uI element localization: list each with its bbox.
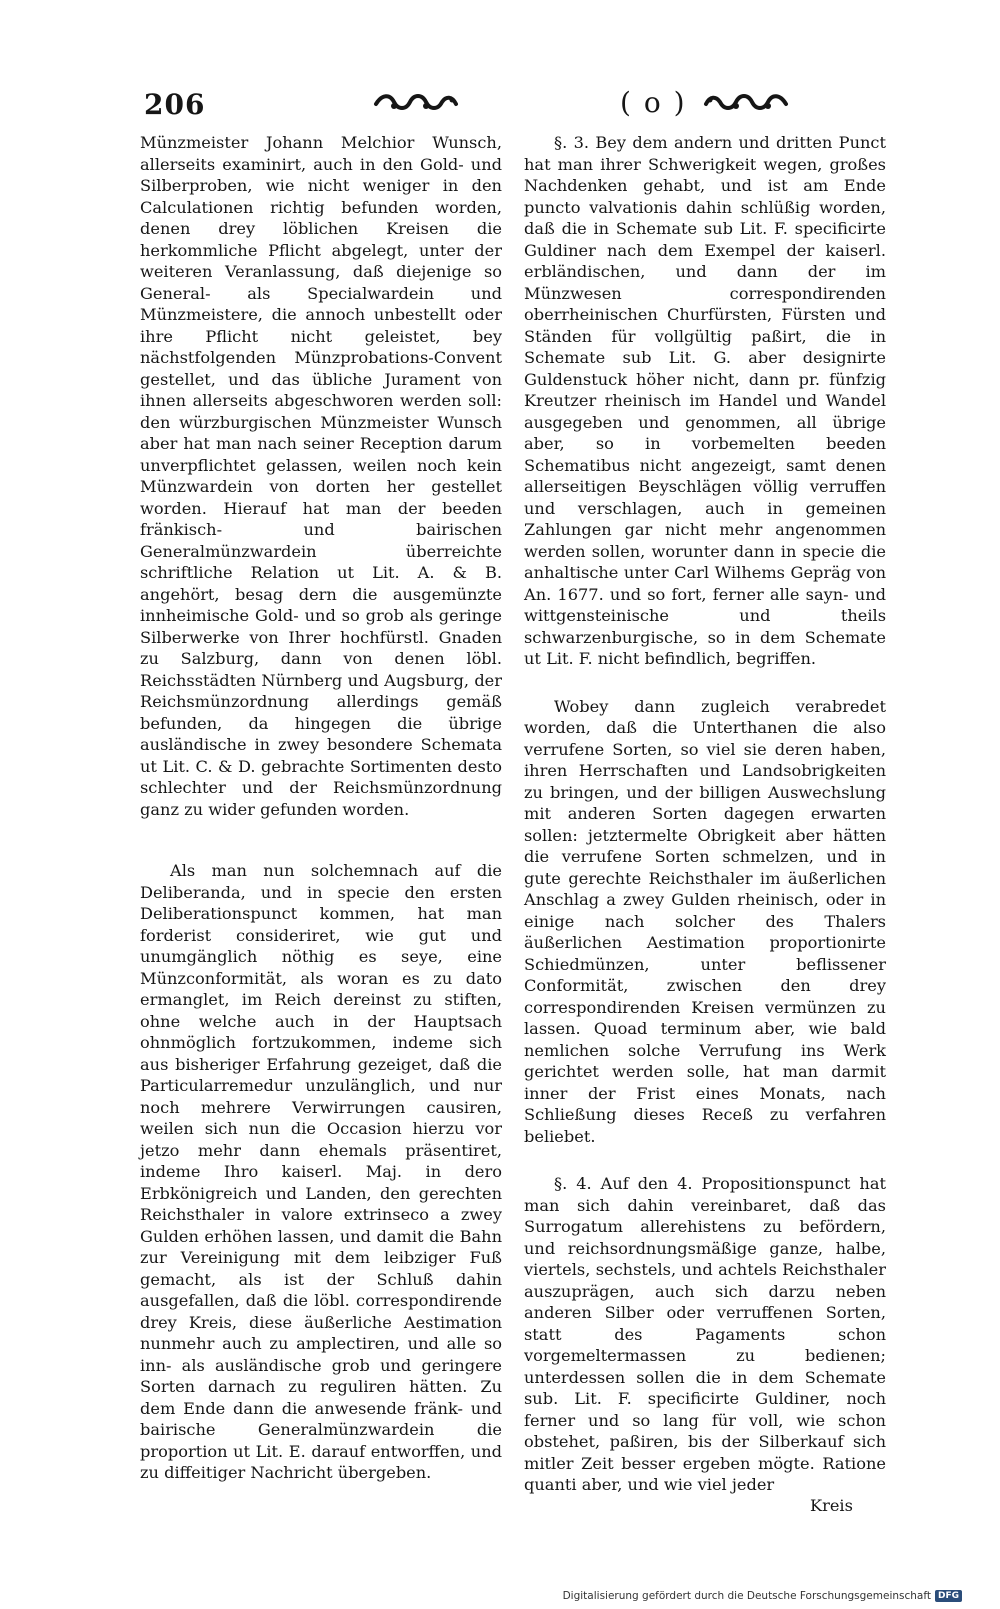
- right-column: [524, 132, 886, 1496]
- page-header: [140, 86, 880, 130]
- left-column: [140, 132, 502, 1484]
- page-number: 206: [144, 88, 206, 121]
- catch-word: Kreis: [810, 1496, 853, 1515]
- ornament-left-icon: [372, 92, 460, 116]
- digitization-footer: [563, 1590, 962, 1602]
- dfg-logo-icon: DFG: [935, 1590, 962, 1602]
- paragraph: Münzmeister Johann Melchior Wunsch, allerseits examinirt, auch in den Gold- und Silberproben, wie nicht weniger in den Calculationen richtig befunden worden, denen drey löblichen Kreisen die herkommliche Pflicht abgelegt, unter der weiteren Veranlassung, daß diejenige so General- als Specialwardein und Münzmeistere, die annoch unbestellt oder ihre Pflicht nicht geleistet, bey nächstfolgenden Münzprobations-Convent gestellet, und das übliche Jurament von ihnen allerseits abgeschworen werden soll: den würzburgischen Münzmeister Wunsch aber hat man nach seiner Reception darum unverpflichtet gelassen, weilen noch kein Münzwardein von dorten her gestellet worden. Hierauf hat man der beeden fränkisch- und bairischen Generalmünzwardein überreichte schriftliche Relation ut Lit. A. & B. angehört, besag dern die ausgemünzte innheimische Gold- und so grob als geringe Silberwerke von Ihrer hochfürstl. Gnaden zu Salzburg, dann von denen löbl. Reichsstädten Nürnberg und Augsburg, der Reichsmünzordnung allerdings gemäß befunden, da hingegen die übrige ausländische in zwey besondere Schemata ut Lit. C. & D. gebrachte Sortimenten desto schlechter und der Reichsmünzordnung ganz zu wider gefunden worden.: [140, 133, 502, 819]
- ornament-right-icon: [702, 92, 790, 116]
- paragraph: §. 4. Auf den 4. Propositionspunct hat man sich dahin vereinbaret, daß das Surrogatum allerehistens zu befördern, und reichsordnungsmäßige ganze, halbe, viertels, sechstels, und achtels Reichsthaler auszuprägen, auch sich darzu neben anderen Silber oder verruffenen Sorten, statt des Pagaments schon vorgemeltermassen zu bedienen; unterdessen sollen die in dem Schemate sub. Lit. F. specificirte Guldiner, noch ferner und so lang für voll, wie schon obstehet, paßiren, bis der Silberkauf sich mitler Zeit besser ergeben mögte. Ratione quanti aber, und wie viel jeder: [524, 1174, 886, 1494]
- paragraph: Als man nun solchemnach auf die Deliberanda, und in specie den ersten Deliberationspunct kommen, hat man forderist consideriret, wie gut und unumgänglich nöthig es seye, eine Münzconformität, als woran es zu dato ermanglet, im Reich dereinst zu stiften, ohne welche auch in der Hauptsach ohnmöglich fortzukommen, indeme sich aus bisheriger Erfahrung gezeiget, daß die Particularremedur unzulänglich, und nur noch mehrere Verwirrungen causiren, weilen sich nun die Occasion hierzu vor jetzo mehr dann ehemals präsentiret, indeme Ihro kaiserl. Maj. in dero Erbkönigreich und Landen, den gerechten Reichsthaler in valore extrinseco a zwey Gulden erhöhen lassen, und damit die Bahn zur Vereinigung mit dem leibziger Fuß gemacht, als ist der Schluß dahin ausgefallen, daß die löbl. correspondirende drey Kreis, diese äußerliche Aestimation nunmehr auch zu amplectiren, und alle so inn- als ausländische grob und geringere Sorten darnach zu reguliren hätten. Zu dem Ende dann die anwesende fränk- und bairische Generalmünzwardein die proportion ut Lit. E. darauf entworffen, und zu diffeitiger Nachricht übergeben.: [140, 861, 502, 1482]
- paragraph: Wobey dann zugleich verabredet worden, daß die Unterthanen die also verrufene Sorten, so viel sie deren haben, ihren Herrschaften und Landsobrigkeiten zu bringen, und der billigen Auswechslung mit anderen Sorten dagegen erwarten sollen: jetztermelte Obrigkeit aber hätten die verrufene Sorten schmelzen, und in gute gerechte Reichsthaler im äußerlichen Anschlag a zwey Gulden rheinisch, oder in einige nach solcher des Thalers äußerlichen Aestimation proportionirte Schiedmünzen, unter beflissener Conformität, zwischen den drey correspondirenden Kreisen vermünzen zu lassen. Quoad terminum aber, wie bald nemlichen solche Verrufung ins Werk gerichtet werden solle, hat man darmit inner der Frist eines Monats, nach Schließung dieses Receß zu verfahren beliebet.: [524, 696, 886, 1146]
- paragraph: §. 3. Bey dem andern und dritten Punct hat man ihrer Schwerigkeit wegen, großes Nachdenken gehabt, und ist am Ende puncto valvationis dahin schlüßig worden, daß die in Schemate sub Lit. F. specificirte Guldiner nach dem Exempel der kaiserl. erbländischen, und dann der im Münzwesen correspondirenden oberrheinischen Churfürsten, Fürsten und Ständen für vollgültig paßirt, die in Schemate sub Lit. G. aber designirte Guldenstuck höher nicht, dann pr. fünfzig Kreutzer rheinisch im Handel und Wandel ausgegeben und genommen, all übrige aber, so in vorbemelten beeden Schematibus nicht angezeigt, samt denen allerseitigen Beyschlägen völlig verruffen und verschlagen, auch in gemeinen Zahlungen gar nicht mehr angenommen werden sollen, worunter dann in specie die anhaltische unter Carl Wilhems Gepräg von An. 1677. und so fort, ferner alle sayn- und wittgensteinische und theils schwarzenburgische, so in dem Schemate ut Lit. F. nicht befindlich, begriffen.: [524, 133, 886, 668]
- header-center-mark: ( o ): [620, 86, 687, 119]
- footer-text: Digitalisierung gefördert durch die Deutsche Forschungsgemeinschaft: [562, 1590, 931, 1602]
